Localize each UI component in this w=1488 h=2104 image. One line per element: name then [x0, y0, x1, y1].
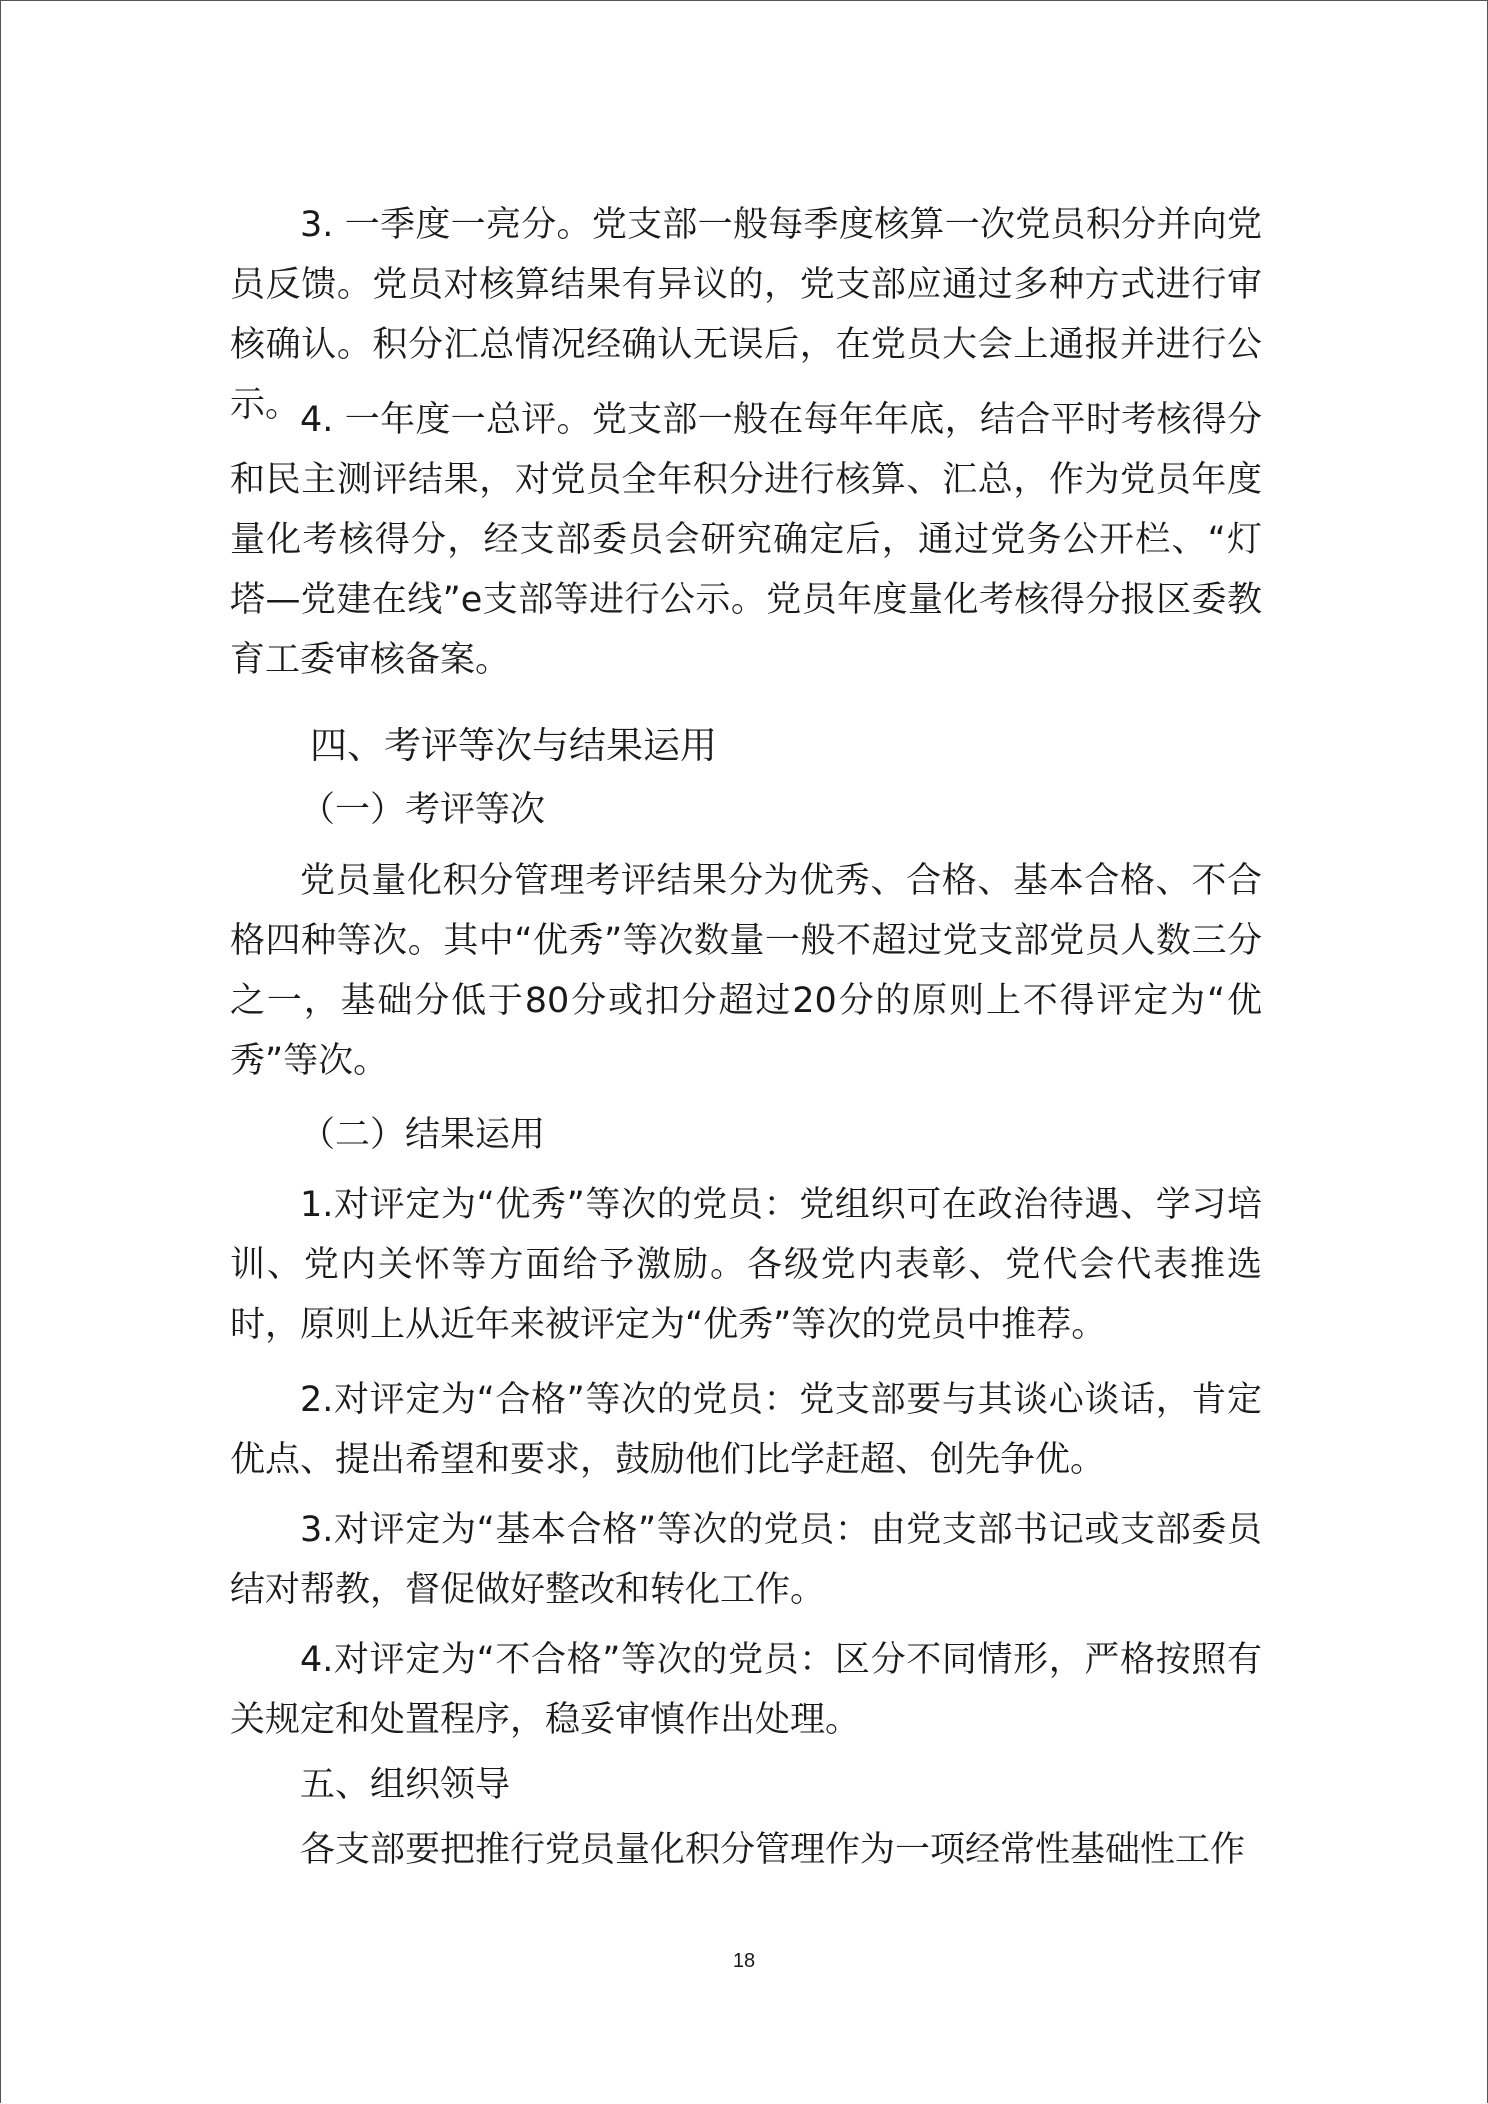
- page-number: 18: [732, 1950, 756, 1972]
- section-heading-grades-results: 四、考评等次与结果运用: [310, 724, 717, 767]
- paragraph-excellent: 1.对评定为“优秀”等次的党员：党组织可在政治待遇、学习培训、党内关怀等方面给予激励。各级党内表彰、党代会代表推选时，原则上从近年来被评定为“优秀”等次的党员中推荐。: [230, 1185, 1262, 1345]
- paragraph-quarterly-score: 3. 一季度一亮分。党支部一般每季度核算一次党员积分并向党员反馈。党员对核算结果有异议的，党支部应通过多种方式进行审核确认。积分汇总情况经确认无误后，在党员大会上通报并进行公示。: [230, 205, 1262, 425]
- paragraph-grade-levels: 党员量化积分管理考评结果分为优秀、合格、基本合格、不合格四种等次。其中“优秀”等次数量一般不超过党支部党员人数三分之一，基础分低于80分或扣分超过20分的原则上不得评定为“优秀”等次。: [230, 861, 1262, 1081]
- paragraph-annual-review: 4. 一年度一总评。党支部一般在每年年底，结合平时考核得分和民主测评结果，对党员全年积分进行核算、汇总，作为党员年度量化考核得分，经支部委员会研究确定后，通过党务公开栏、“灯塔—党建在线”e支部等进行公示。党员年度量化考核得分报区委教育工委审核备案。: [230, 400, 1262, 680]
- paragraph-basically-qualified: 3.对评定为“基本合格”等次的党员：由党支部书记或支部委员结对帮教，督促做好整改和转化工作。: [230, 1510, 1262, 1610]
- subheading-grades: （一）考评等次: [300, 790, 546, 830]
- subheading-results-use: （二）结果运用: [300, 1115, 546, 1155]
- paragraph-unqualified: 4.对评定为“不合格”等次的党员：区分不同情形，严格按照有关规定和处置程序，稳妥审慎作出处理。: [230, 1640, 1262, 1740]
- paragraph-leadership: 各支部要把推行党员量化积分管理作为一项经常性基础性工作: [300, 1830, 1246, 1870]
- paragraph-qualified: 2.对评定为“合格”等次的党员：党支部要与其谈心谈话，肯定优点、提出希望和要求，鼓励他们比学赶超、创先争优。: [230, 1380, 1262, 1480]
- section-heading-leadership: 五、组织领导: [300, 1765, 511, 1805]
